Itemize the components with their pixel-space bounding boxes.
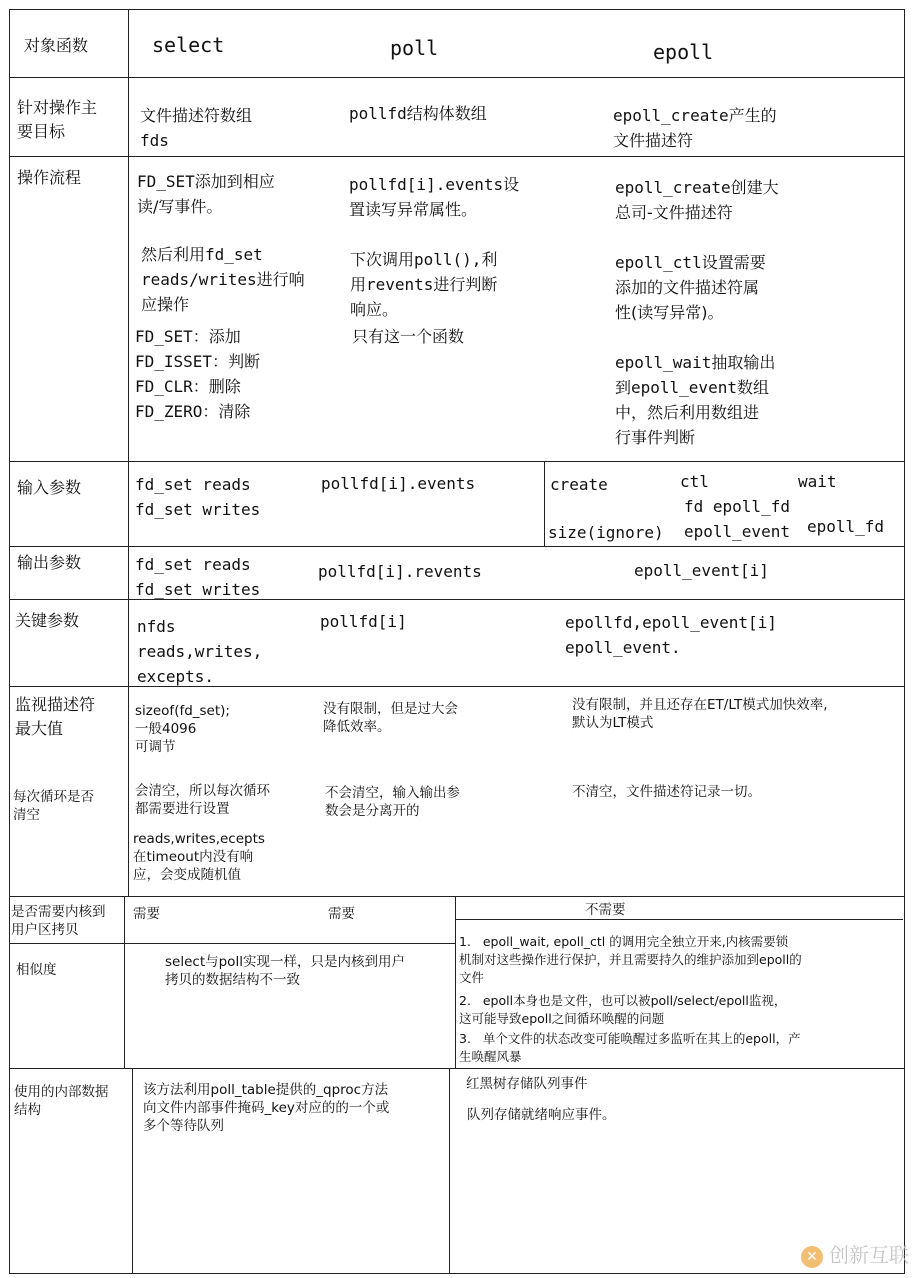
header-poll: poll	[390, 36, 439, 60]
similar-epoll-1: 1. epoll_wait, epoll_ctl 的调用完全独立开来,内核需要锁	[459, 934, 789, 949]
label-max-1: 监视描述符	[15, 695, 96, 714]
label-clear-1: 每次循环是否	[13, 789, 94, 805]
col-divider-label	[128, 9, 129, 896]
rule-target	[9, 156, 905, 157]
key-select-3: excepts.	[137, 667, 215, 686]
max-select-1: sizeof(fd_set);	[135, 703, 230, 719]
clear-poll-1: 不会清空，输入输出参	[325, 785, 460, 801]
col-divider-input	[544, 461, 545, 546]
border-left	[9, 9, 10, 1273]
similar-epoll-2: 机制对这些操作进行保护，并且需要持久的维护添加到epoll的	[459, 952, 802, 967]
similar-epoll-3: 文件	[459, 970, 485, 985]
similar-epoll-7: 生唤醒风暴	[459, 1049, 522, 1064]
flow-poll-b-1: 下次调用poll(),利	[350, 250, 498, 269]
label-similar: 相似度	[16, 962, 57, 978]
similar-selpoll-2: 拷贝的数据结构不一致	[165, 972, 300, 988]
input-epoll-ctl-1: ctl	[680, 472, 709, 491]
label-input: 输入参数	[17, 478, 82, 497]
target-poll: pollfd结构体数组	[349, 104, 487, 123]
col-divider-label-3	[132, 1068, 133, 1273]
col-divider-label-2	[124, 896, 125, 1068]
flow-poll-c: 只有这一个函数	[352, 327, 465, 346]
copy-poll: 需要	[328, 906, 355, 922]
border-bottom	[9, 1273, 905, 1274]
flow-select-b-2: reads/writes进行响	[141, 270, 305, 289]
watermark	[801, 1239, 909, 1268]
similar-selpoll-1: select与poll实现一样，只是内核到用户	[165, 954, 405, 970]
internal-selpoll-3: 多个等待队列	[143, 1118, 224, 1134]
clear-select-a-2: 都需要进行设置	[135, 801, 230, 817]
output-epoll: epoll_event[i]	[634, 561, 769, 580]
internal-epoll-a: 红黑树存储队列事件	[466, 1076, 588, 1092]
label-internal-1: 使用的内部数据	[14, 1084, 109, 1100]
clear-select-b-2: 在timeout内没有响	[133, 849, 254, 865]
label-target-1: 针对操作主	[17, 98, 98, 117]
key-select-1: nfds	[137, 617, 176, 636]
clear-epoll: 不清空，文件描述符记录一切。	[572, 784, 761, 800]
input-select-1: fd_set reads	[135, 475, 251, 494]
flow-select-c-2: FD_ISSET：判断	[135, 352, 261, 371]
col-divider-epoll	[455, 896, 456, 1068]
flow-epoll-a-2: 总司-文件描述符	[615, 203, 733, 222]
rule-copy-left	[9, 943, 455, 944]
flow-poll-a-1: pollfd[i].events设	[349, 175, 520, 194]
input-epoll-create-1: create	[550, 475, 608, 494]
rule-input	[9, 546, 905, 547]
label-key: 关键参数	[15, 611, 80, 630]
rule-copy-right	[455, 919, 903, 920]
max-epoll-2: 默认为LT模式	[572, 715, 654, 731]
clear-poll-2: 数会是分离开的	[325, 803, 420, 819]
similar-epoll-6: 3. 单个文件的状态改变可能唤醒过多监听在其上的epoll，产	[459, 1031, 801, 1046]
flow-poll-b-2: 用revents进行判断	[350, 275, 498, 294]
flow-select-b-1: 然后利用fd_set	[141, 245, 263, 264]
key-select-2: reads,writes,	[137, 642, 263, 661]
target-epoll-1: epoll_create产生的	[613, 106, 777, 125]
internal-selpoll-1: 该方法利用poll_table提供的_qproc方法	[143, 1082, 389, 1098]
flow-epoll-c-2: 到epoll_event数组	[615, 378, 769, 397]
border-top	[9, 9, 905, 10]
max-select-2: 一般4096	[135, 721, 197, 737]
label-max-2: 最大值	[15, 719, 64, 738]
flow-epoll-b-2: 添加的文件描述符属	[615, 278, 760, 297]
flow-poll-b-3: 响应。	[350, 300, 399, 319]
clear-select-b-3: 应，会变成随机值	[133, 867, 241, 883]
input-select-2: fd_set writes	[135, 500, 261, 519]
max-epoll-1: 没有限制，并且还存在ET/LT模式加快效率,	[572, 697, 828, 713]
target-select-1: 文件描述符数组	[140, 106, 253, 125]
flow-epoll-c-1: epoll_wait抽取输出	[615, 353, 776, 372]
internal-epoll-b: 队列存储就绪响应事件。	[467, 1107, 616, 1123]
output-select-2: fd_set writes	[135, 580, 261, 599]
label-copy-2: 用户区拷贝	[11, 922, 79, 938]
flow-epoll-a-1: epoll_create创建大	[615, 178, 779, 197]
label-target-2: 要目标	[17, 122, 66, 141]
label-copy-1: 是否需要内核到	[11, 904, 106, 920]
col-divider-internal	[449, 1068, 450, 1273]
label-output: 输出参数	[17, 553, 82, 572]
input-poll: pollfd[i].events	[321, 474, 476, 493]
key-epoll-2: epoll_event.	[565, 638, 681, 657]
input-epoll-ctl-2: fd epoll_fd	[684, 497, 790, 516]
output-select-1: fd_set reads	[135, 555, 251, 574]
key-epoll-1: epollfd,epoll_event[i]	[565, 613, 777, 632]
internal-selpoll-2: 向文件内部事件掩码_key对应的的一个或	[143, 1100, 390, 1116]
header-object-function: 对象函数	[24, 36, 89, 55]
input-epoll-wait-1: wait	[798, 472, 837, 491]
input-epoll-wait-2: epoll_fd	[807, 517, 885, 536]
label-clear-2: 清空	[13, 807, 40, 823]
border-right	[904, 9, 905, 1273]
copy-select: 需要	[133, 906, 160, 922]
label-internal-2: 结构	[14, 1102, 41, 1118]
rule-header	[9, 77, 905, 78]
watermark-logo-icon: ✕	[801, 1246, 823, 1268]
flow-epoll-b-1: epoll_ctl设置需要	[615, 253, 766, 272]
similar-epoll-4: 2. epoll本身也是文件，也可以被poll/select/epoll监视，	[459, 993, 787, 1008]
flow-epoll-c-3: 中，然后利用数组进	[615, 403, 760, 422]
header-select: select	[152, 33, 225, 57]
output-poll: pollfd[i].revents	[318, 562, 482, 581]
rule-clear	[9, 896, 905, 897]
input-epoll-ctl-3: epoll_event	[684, 522, 790, 541]
header-epoll: epoll	[653, 40, 714, 64]
similar-epoll-5: 这可能导致epoll之间循环唤醒的问题	[459, 1011, 665, 1026]
flow-poll-a-2: 置读写异常属性。	[349, 200, 478, 219]
flow-select-c-4: FD_ZERO：清除	[135, 402, 251, 421]
max-poll-2: 降低效率。	[323, 719, 391, 735]
flow-select-a-2: 读/写事件。	[137, 197, 223, 216]
rule-flow	[9, 461, 905, 462]
max-select-3: 可调节	[135, 739, 176, 755]
flow-select-c-3: FD_CLR：删除	[135, 377, 241, 396]
flow-select-a-1: FD_SET添加到相应	[137, 172, 275, 191]
target-epoll-2: 文件描述符	[613, 131, 694, 150]
flow-select-b-3: 应操作	[141, 295, 190, 314]
flow-epoll-c-4: 行事件判断	[615, 428, 696, 447]
target-select-2: fds	[140, 131, 169, 150]
label-flow: 操作流程	[17, 168, 82, 187]
clear-select-b-1: reads,writes,ecepts	[133, 831, 265, 847]
key-poll: pollfd[i]	[320, 612, 407, 631]
flow-select-c-1: FD_SET：添加	[135, 327, 241, 346]
max-poll-1: 没有限制，但是过大会	[323, 701, 458, 717]
copy-epoll: 不需要	[585, 902, 626, 918]
watermark-text: 创新互联	[829, 1243, 909, 1267]
flow-epoll-b-3: 性(读写异常)。	[615, 303, 724, 322]
rule-similar	[9, 1068, 905, 1069]
clear-select-a-1: 会清空，所以每次循环	[135, 783, 270, 799]
input-epoll-create-2: size(ignore)	[548, 523, 664, 542]
